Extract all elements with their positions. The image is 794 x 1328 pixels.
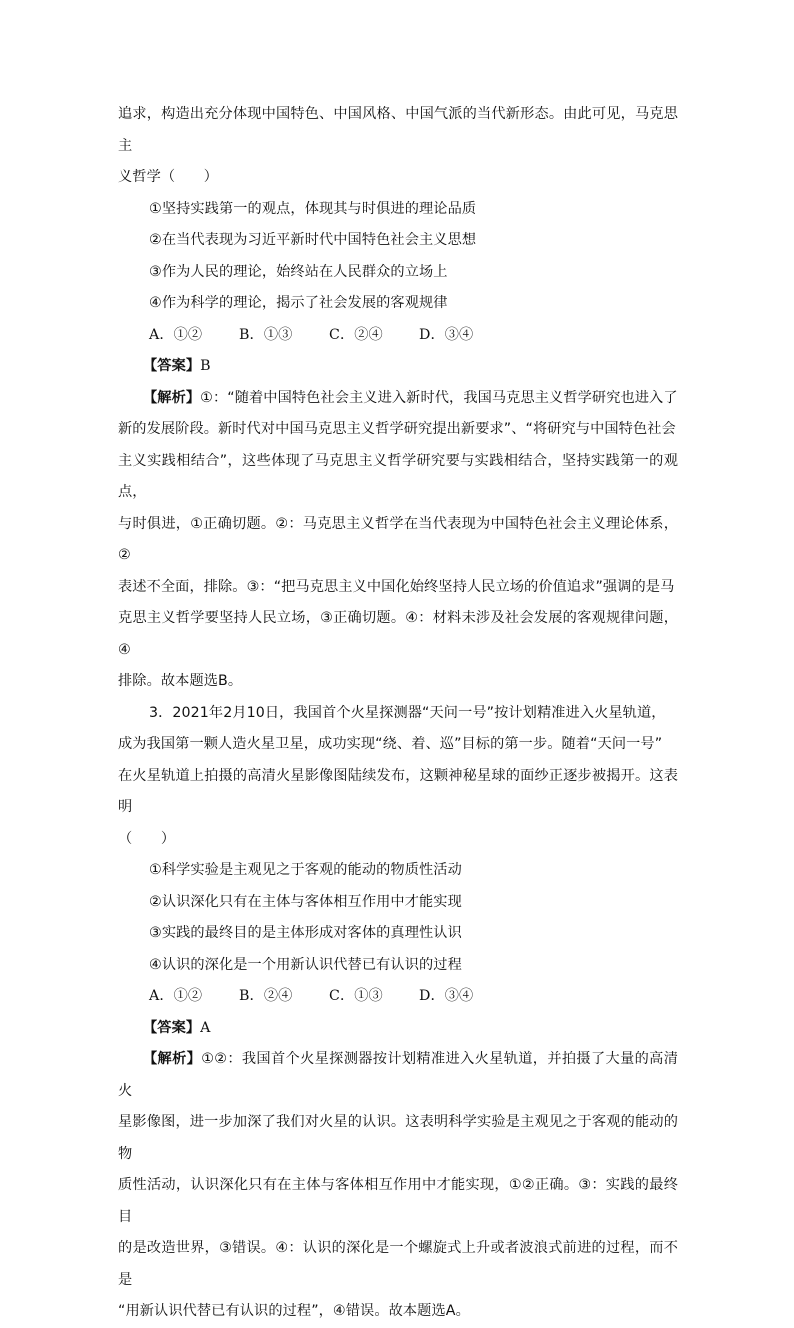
option-3: ③作为人民的理论，始终站在人民群众的立场上 — [149, 263, 448, 280]
question-3 — [118, 698, 678, 1328]
choice-c: C．②④ — [329, 326, 383, 343]
analysis-text: ①：“随着中国特色社会主义进入新时代，我国马克思主义哲学研究也进入了 — [200, 389, 678, 406]
answer-label: 【答案】 — [143, 1019, 201, 1036]
question-stem-line: 成为我国第一颗人造火星卫星，成功实现“绕、着、巡”目标的第一步。随着“天问一号” — [118, 736, 663, 752]
question-2 — [118, 99, 678, 698]
option-2: ②认识深化只有在主体与客体相互作用中才能实现 — [149, 893, 462, 910]
answer-value: B — [200, 358, 211, 374]
choice-d: D．③④ — [419, 326, 474, 343]
option-1: ①科学实验是主观见之于客观的能动的物质性活动 — [149, 862, 462, 878]
option-1: ①坚持实践第一的观点，体现其与时俱进的理论品质 — [149, 200, 477, 217]
choice-c: C．①③ — [329, 988, 383, 1004]
analysis-line: 新的发展阶段。新时代对中国马克思主义哲学研究提出新要求”、“将研究与中国特色社会 — [118, 421, 676, 437]
analysis-line — [118, 1044, 678, 1107]
question-stem-line: 追求，构造出充分体现中国特色、中国风格、中国气派的当代新形态。由此可见，马克思主 — [118, 106, 678, 154]
option-4: ④作为科学的理论，揭示了社会发展的客观规律 — [149, 295, 448, 311]
option-4: ④认识的深化是一个用新认识代替已有认识的过程 — [149, 956, 462, 973]
analysis-line: 的是改造世界，③错误。④：认识的深化是一个螺旋式上升或者波浪式前进的过程，而不是 — [118, 1240, 678, 1288]
option-3: ③实践的最终目的是主体形成对客体的真理性认识 — [149, 925, 462, 941]
analysis-line: 克思主义哲学要坚持人民立场，③正确切题。④：材料未涉及社会发展的客观规律问题，④ — [118, 610, 678, 658]
choice-a: A．①② — [149, 326, 203, 343]
analysis-line: “用新认识代替已有认识的过程”，④错误。故本题选A。 — [118, 1303, 470, 1319]
answer-value: A — [200, 1019, 211, 1036]
answer-label: 【答案】 — [143, 358, 201, 374]
analysis-line: 与时俱进，①正确切题。②：马克思主义哲学在当代表现为中国特色社会主义理论体系，② — [118, 515, 678, 563]
answer-line — [118, 1013, 678, 1045]
option-2: ②在当代表现为习近平新时代中国特色社会主义思想 — [149, 232, 477, 248]
choice-d: D．③④ — [419, 988, 474, 1004]
choice-b: B．①③ — [239, 326, 293, 343]
analysis-line: 星影像图，进一步加深了我们对火星的认识。这表明科学实验是主观见之于客观的能动的物 — [118, 1114, 678, 1162]
analysis-line — [118, 383, 678, 415]
answer-line — [118, 351, 678, 383]
choice-a: A．①② — [149, 988, 203, 1004]
question-stem-line: 在火星轨道上拍摄的高清火星影像图陆续发布，这颗神秘星球的面纱正逐步被揭开。这表明 — [118, 767, 678, 815]
analysis-label: 【解析】 — [143, 1051, 202, 1067]
analysis-line: 排除。故本题选B。 — [118, 673, 243, 689]
document-content — [118, 99, 678, 1328]
analysis-label: 【解析】 — [143, 389, 201, 406]
analysis-line: 表述不全面，排除。③：“把马克思主义中国化始终坚持人民立场的价值追求”强调的是马 — [118, 578, 675, 595]
analysis-text: ①②：我国首个火星探测器按计划精准进入火星轨道，并拍摄了大量的高清火 — [118, 1051, 678, 1099]
question-stem-line: （ ） — [118, 830, 176, 847]
choice-row — [118, 320, 678, 352]
analysis-line: 主义实践相结合”，这些体现了马克思主义哲学研究要与实践相结合，坚持实践第一的观点， — [118, 452, 678, 500]
choice-b: B．②④ — [239, 988, 293, 1004]
analysis-line: 质性活动，认识深化只有在主体与客体相互作用中才能实现，①②正确。③：实践的最终目 — [118, 1177, 678, 1225]
question-stem-line: 义哲学（ ） — [118, 169, 219, 185]
choice-row — [118, 981, 678, 1013]
question-stem-line: 3．2021年2月10日，我国首个火星探测器“天问一号”按计划精准进入火星轨道， — [149, 704, 666, 721]
